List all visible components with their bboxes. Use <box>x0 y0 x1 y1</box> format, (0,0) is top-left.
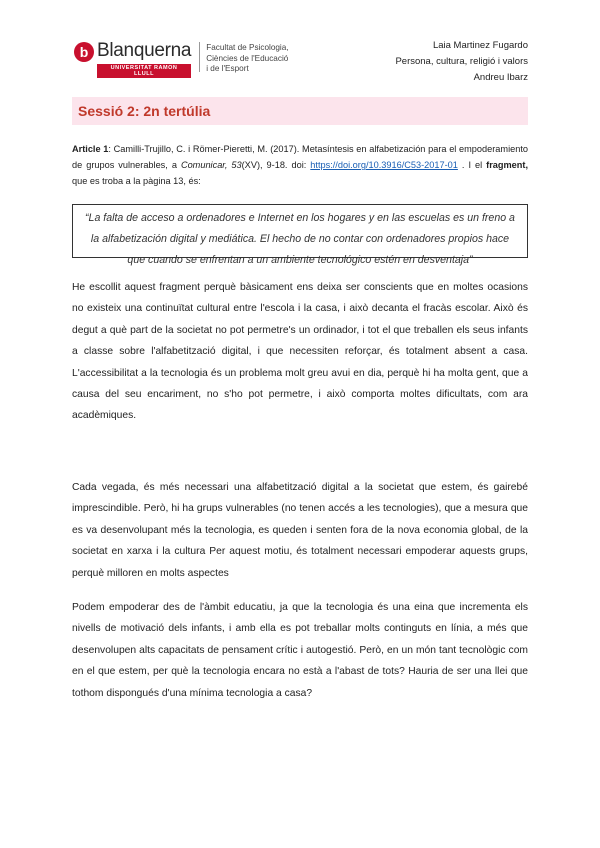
logo-name: Blanquerna <box>97 40 192 61</box>
logo-mark-icon: b <box>74 42 94 62</box>
quote-text: “La falta de acceso a ordenadores e Internet en los hogares y en las escuelas es un freno a la alfabetización digital y mediática. El hecho de no contar con ordenadores propios hace que cuando se enfrentan a un ambiente tecnológico estén en desventaja” <box>85 212 515 266</box>
author-name: Laia Martinez Fugardo <box>432 40 528 51</box>
faculty-line: Facultat de Psicologia, <box>206 43 289 52</box>
doi-link[interactable]: https://doi.org/10.3916/C53-2017-01 <box>310 160 458 170</box>
teacher-name: Andreu Ibarz <box>473 72 528 83</box>
logo-text <box>97 40 191 78</box>
paragraph: He escollit aquest fragment perquè bàsicament ens deixa ser conscients que en moltes ocasions no existeix una continuïtat cultural entre l'escola i la casa, i això decanta el fracàs escolar. Això és degut a què part de la societat no pot permetre's un ordinador, i tot el que treballen els seus infants a classe sobre l'alfabetització digital, i que necessiten reforçar, és totalment absent a casa. L'accessibilitat a la tecnologia és un problema molt greu avui en dia, perquè hi ha molta gent, que a causa del seu encariment, no s'ho pot permetre, i això comporta moltes dificultats, com ara acadèmiques. <box>72 282 528 422</box>
journal-name: Comunicar, 53 <box>180 160 242 170</box>
faculty-line: Ciències de l'Educació <box>206 53 289 63</box>
faculty-line: i de l'Esport <box>206 64 249 73</box>
paragraph: Podem empoderar des de l'àmbit educatiu, ja que la tecnologia és una eina que incrementa els nivells de motivació dels infants, i amb ella es pot treballar molts continguts en línia, a més que desenvolupen alts capacitats de pensament crític i autogestió. Però, en un món tant tecnològic com en el que estem, per què la tecnologia encara no està a l'abast de tots? Hauria de ser una llei que tothom dispongués d'una mínima tecnologia a casa? <box>72 602 528 699</box>
article-citation <box>72 141 528 189</box>
session-banner <box>72 97 528 125</box>
citation-ending: que es troba a la pàgina 13, és: <box>72 176 201 186</box>
citation-text: : Camilli-Trujillo, C. i Römer-Pieretti, M. (2017). Metasíntesis en alfabetización para el empoderamiento de grupos vulnerables, a <box>72 144 528 170</box>
quote-box <box>72 204 528 266</box>
article-label: Article 1 <box>72 144 109 154</box>
fragment-word: fragment, <box>486 160 529 170</box>
logo-subtitle: UNIVERSITAT RAMON LLULL <box>97 64 191 78</box>
citation-volume: (XV), 9-18. doi: <box>241 160 311 170</box>
blanquerna-logo <box>74 40 289 78</box>
course-name: Persona, cultura, religió i valors <box>395 56 528 67</box>
citation-connector: . I el <box>457 160 487 170</box>
header-info <box>395 38 528 86</box>
session-title: Sessió 2: 2n tertúlia <box>78 103 211 119</box>
paragraph: Cada vegada, és més necessari una alfabetització digital a la societat que estem, és gairebé imprescindible. Però, hi ha grups vulnerables (no tenen accés a les tecnologies), que a mesura que es va desenvolupant més la tecnologia, es queden i senten fora de la nova economia global, de la societat en xarxa i la cultura Per aquest motiu, és totalment necessari empoderar aquests grups, perquè milloren en molts aspectes <box>72 482 528 579</box>
faculty-name <box>206 43 288 75</box>
logo-divider <box>199 42 200 72</box>
